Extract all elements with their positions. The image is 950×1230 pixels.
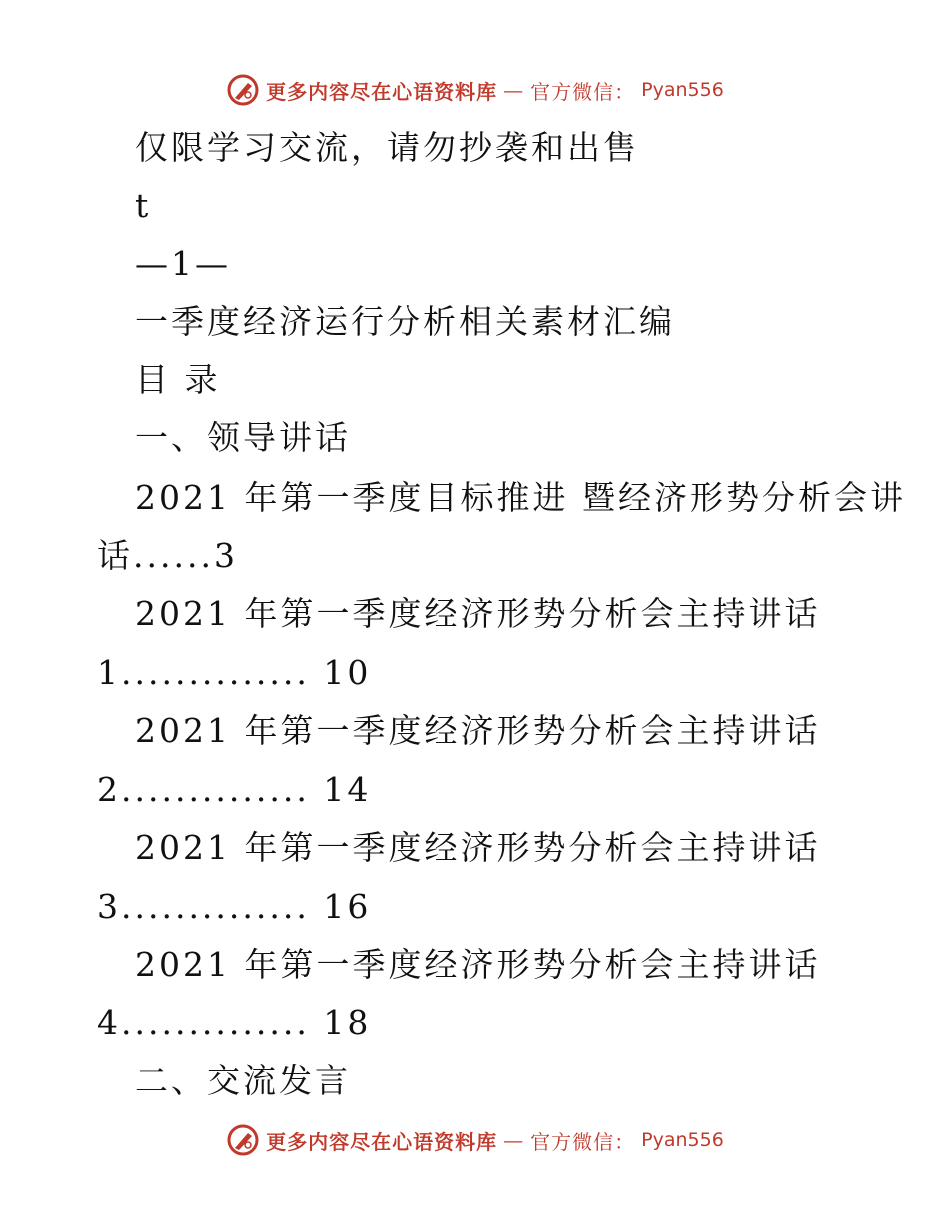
toc-entry-5-line2: 4.............. 18	[97, 1003, 372, 1042]
section-heading-exchange-speeches: 二、交流发言	[135, 1061, 351, 1100]
watermark-sub-text: 官方微信：	[530, 1129, 636, 1154]
toc-entry-3-line1: 2021 年第一季度经济形势分析会主持讲话	[135, 711, 821, 750]
page-marker: —1—	[135, 244, 231, 283]
watermark-main-text: 更多内容尽在心语资料库	[266, 79, 498, 104]
watermark-separator: —	[503, 1128, 525, 1152]
header-watermark	[0, 70, 950, 110]
footer-watermark	[0, 1120, 950, 1160]
watermark-separator: —	[503, 78, 525, 102]
stray-text: t	[135, 186, 152, 225]
toc-entry-3-line2: 2.............. 14	[97, 770, 372, 809]
watermark-id: Pyan556	[641, 79, 724, 101]
pen-logo-icon	[226, 73, 260, 107]
section-heading-leader-speeches: 一、领导讲话	[135, 418, 351, 457]
toc-entry-4-line1: 2021 年第一季度经济形势分析会主持讲话	[135, 828, 821, 867]
toc-entry-1-line2: 话......3	[97, 536, 238, 575]
pen-logo-icon	[226, 1123, 260, 1157]
toc-entry-5-line1: 2021 年第一季度经济形势分析会主持讲话	[135, 945, 821, 984]
watermark-sub-text: 官方微信：	[530, 79, 636, 104]
notice-text: 仅限学习交流，请勿抄袭和出售	[135, 128, 639, 167]
watermark-id: Pyan556	[641, 1129, 724, 1151]
toc-entry-2-line1: 2021 年第一季度经济形势分析会主持讲话	[135, 594, 821, 633]
document-title: 一季度经济运行分析相关素材汇编	[135, 302, 675, 341]
toc-entry-1-line1: 2021 年第一季度目标推进 暨经济形势分析会讲	[135, 478, 906, 517]
toc-entry-2-line2: 1.............. 10	[97, 653, 372, 692]
toc-heading: 目 录	[135, 360, 221, 399]
watermark-main-text: 更多内容尽在心语资料库	[266, 1129, 498, 1154]
toc-entry-4-line2: 3.............. 16	[97, 887, 372, 926]
